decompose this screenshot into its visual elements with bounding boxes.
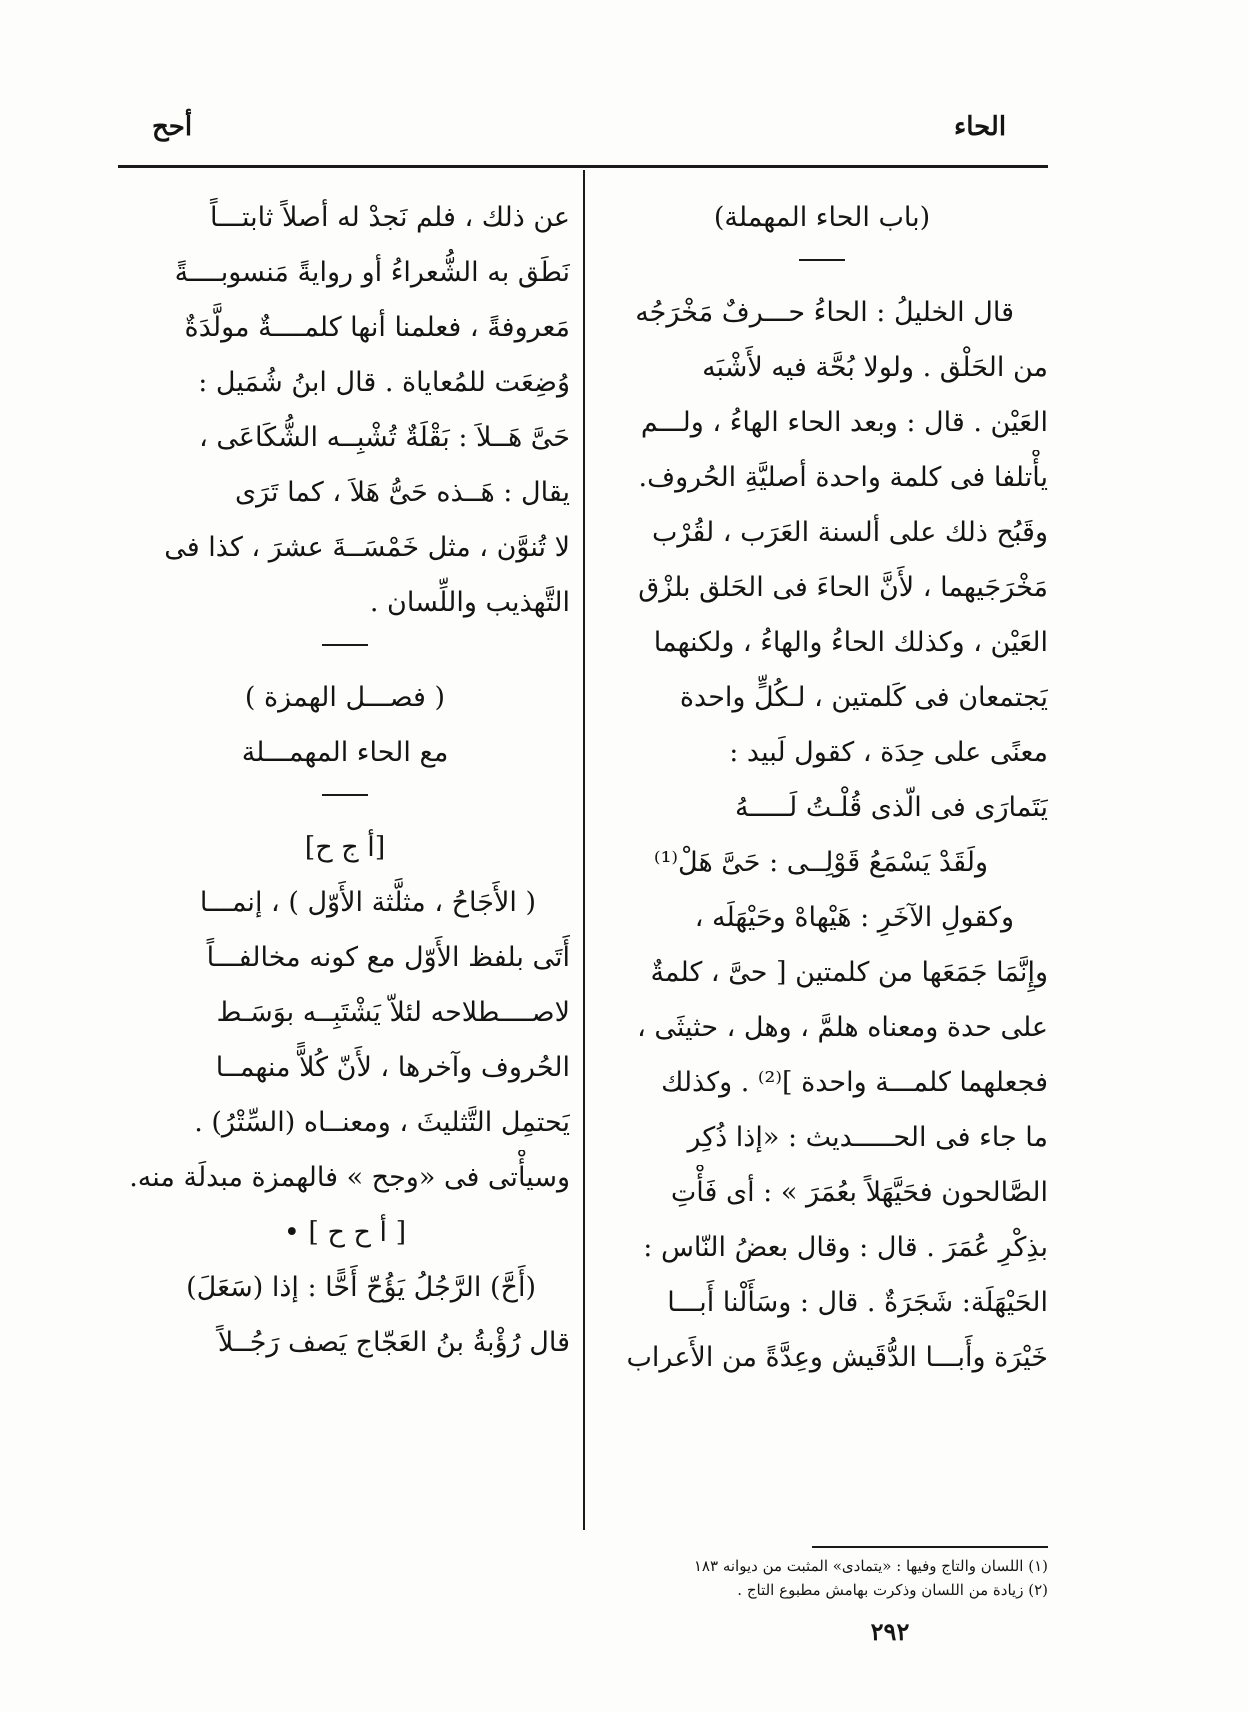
text-line: وقَبُح ذلك على ألسنة العَرَب ، لقُرْب [652, 517, 1048, 548]
running-head-left: أحح [152, 112, 193, 142]
section-rule [322, 644, 368, 646]
text-line: معنًى على حِدَة ، كقول لَبيد : [729, 737, 1048, 768]
text-line: الصَّالحون فحَيَّهَلاً بعُمَرَ » : أى فَأْتِ [670, 1177, 1048, 1208]
left-column [120, 190, 570, 1370]
text-line: ( الأَجَاحُ ، مثلَّثة الأَوّل ) ، إنمـــا [199, 887, 536, 918]
entry-head-ajh: [أ ج ح] [304, 832, 386, 863]
text-line: التَّهذيب واللِّسان . [369, 587, 570, 618]
text-line: خَيْرَة وأَبـــا الدُّقَيش وعِدَّةً من الأَعراب [626, 1342, 1048, 1373]
footnote-2: (٢) زيادة من اللسان وذكرت بهامش مطبوع التاج . [737, 1581, 1048, 1599]
text-line: الحُروف وآخرها ، لأَنّ كُلاًّ منهمــا [215, 1052, 570, 1083]
text-line: على حدة ومعناه هلمَّ ، وهل ، حثيثَى ، [637, 1012, 1048, 1043]
header-rule [118, 165, 1048, 168]
section-rule [799, 259, 845, 261]
section-title-hamza: ( فصـــل الهمزة ) [244, 682, 446, 713]
text-line: فجعلهما كلمـــة واحدة ]⁽²⁾ . وكذلك [661, 1067, 1048, 1098]
text-line: لا تُنوَّن ، مثل خَمْسَــةَ عشرَ ، كذا فى [164, 532, 570, 563]
column-divider [583, 170, 585, 1530]
text-line: مَخْرَجَيهما ، لأَنَّ الحاءَ فى الحَلق بلزْق [638, 572, 1048, 603]
verse-line: ولَقَدْ يَسْمَعُ قَوْلِــى : حَىَّ هَلْ⁽¹⁾ [653, 847, 988, 878]
text-line: قال رُؤْبةُ بنُ العَجّاج يَصف رَجُــلاً [217, 1327, 570, 1358]
text-line: أَتَى بلفظ الأَوّل مع كونه مخالفـــاً [206, 942, 570, 973]
text-line: حَىَّ هَــلاَ : بَقْلَةٌ تُشْبِــه الشُّكَاعَى ، [199, 422, 570, 453]
section-subtitle: مع الحاء المهمـــلة [241, 737, 449, 768]
footnotes [600, 1554, 1048, 1602]
text-line: وكقولِ الآخَرِ : هَيْهاهْ وحَيْهَلَه ، [694, 902, 1014, 933]
text-line: لاصــــطلاحه لئلاّ يَشْتَبِــه بوَسَـط [216, 997, 570, 1028]
text-line: من الحَلْق . ولولا بُحَّة فيه لأَشْبَه [702, 352, 1048, 383]
text-line: عن ذلك ، فلم نَجدْ له أصلاً ثابتـــاً [210, 202, 570, 233]
text-line: العَيْن ، وكذلك الحاءُ والهاءُ ، ولكنهما [653, 627, 1048, 658]
text-line: بذِكْرِ عُمَرَ . قال : وقال بعضُ النّاس : [643, 1232, 1048, 1263]
text-line: قال الخليلُ : الحاءُ حـــرفٌ مَخْرَجُه [635, 297, 1014, 328]
text-line: وسيأْتى فى «وجح » فالهمزة مبدلَة منه. [129, 1162, 570, 1193]
verse-line: يَتَمارَى فى الّذى قُلْـتُ لَـــــهُ [735, 792, 1048, 823]
section-title-ha: (باب الحاء المهملة) [713, 202, 931, 233]
right-column [596, 190, 1048, 1385]
section-rule [322, 794, 368, 796]
text-line: (أَحَّ) الرَّجُلُ يَؤُحّ أَحًّا : إذا (سَعَلَ) [186, 1272, 536, 1303]
text-line: يأْتلفا فى كلمة واحدة أصليَّةِ الحُروف. [638, 462, 1048, 493]
text-line: الحَيْهَلَة: شَجَرَةٌ . قال : وسَأَلْنا أَبـــا [667, 1287, 1048, 1318]
footnote-rule [812, 1546, 1048, 1548]
running-head-right: الحاء [954, 112, 1007, 142]
text-line: نَطَق به الشُّعراءُ أو روايةً مَنسوبــــةً [174, 257, 570, 288]
footnote-1: (١) اللسان والتاج وفيها : «يتمادى» المثبت من ديوانه ١٨٣ [693, 1557, 1048, 1575]
text-line: العَيْن . قال : وبعد الحاء الهاءُ ، ولـــم [640, 407, 1048, 438]
text-line: ما جاء فى الحـــــديث : «إذا ذُكِر [687, 1122, 1048, 1153]
text-line: وإِنَّمَا جَمَعَها من كلمتين [ حىَّ ، كلمةٌ [650, 957, 1048, 988]
text-line: وُضِعَت للمُعاياة . قال ابنُ شُمَيل : [198, 367, 570, 398]
text-line: يَجتمعان فى كَلمتين ، لـكُلٍّ واحدة [679, 682, 1048, 713]
entry-head-ahh: [ أ ح ح ] • [283, 1217, 407, 1248]
text-line: يَحتمِل التَّثليثَ ، ومعنــاه (السِّتْرُ) . [194, 1107, 570, 1138]
text-line: يقال : هَــذه حَىُّ هَلاَ ، كما تَرَى [234, 477, 570, 508]
page-number: ٢٩٢ [870, 1617, 910, 1646]
text-line: مَعروفةً ، فعلمنا أنها كلمــــةٌ مولَّدَةٌ [184, 312, 570, 343]
